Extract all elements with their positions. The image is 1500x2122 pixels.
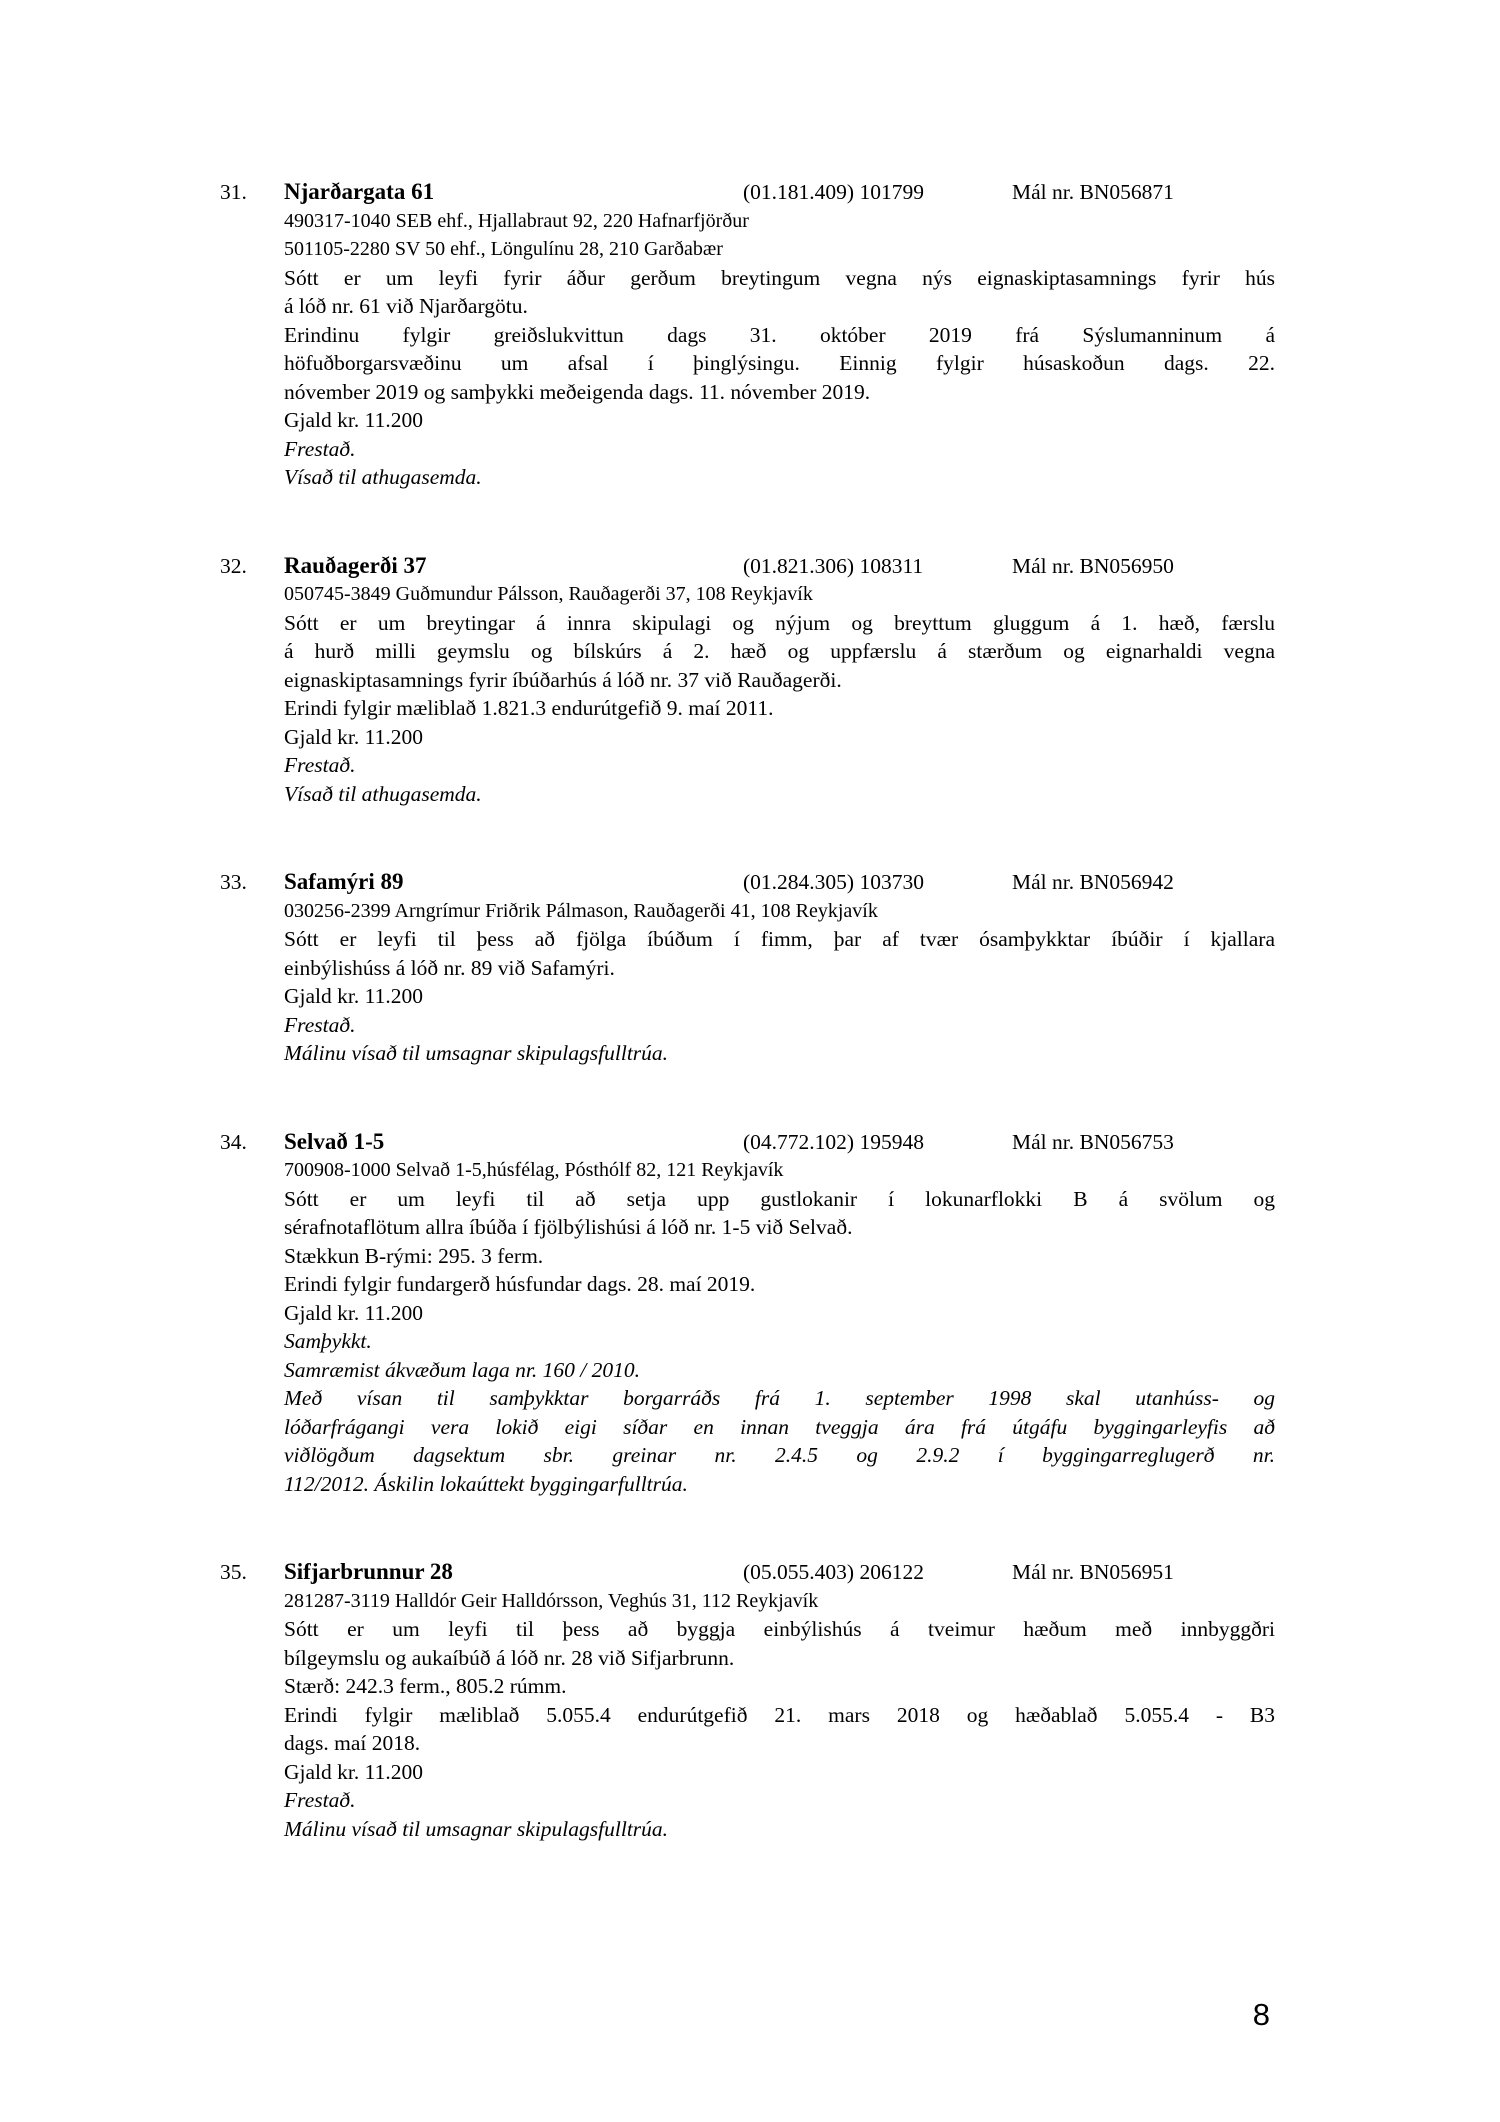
body-line: Sótt er um breytingar á innra skipulagi og nýjum og breyttum gluggum á 1. hæð, færslu [284, 610, 1275, 635]
body-line: nóvember 2019 og samþykki meðeigenda dags. 11. nóvember 2019. [284, 379, 871, 404]
body-line: Erindi fylgir fundargerð húsfundar dags. 28. maí 2019. [284, 1272, 756, 1296]
item-title: Sifjarbrunnur 28 [284, 1559, 453, 1584]
decision-line: Vísað til athugasemda. [284, 465, 482, 489]
item-header [0, 1558, 1500, 1587]
agenda-item-33 [0, 868, 1500, 1068]
body-line: Erindinu fylgir greiðslukvittun dags 31. október 2019 frá Sýslumanninum á [284, 322, 1275, 347]
decision-line: Frestað. [284, 753, 356, 777]
decision-line: Með vísan til samþykktar borgarráðs frá 1. september 1998 skal utanhúss- og [284, 1386, 1275, 1410]
decision-line: Samþykkt. [284, 1329, 372, 1353]
decision-line: Vísað til athugasemda. [284, 781, 482, 806]
fee-line: Gjald kr. 11.200 [284, 408, 423, 432]
fee-line: Gjald kr. 11.200 [284, 1759, 423, 1784]
decision-line: 112/2012. Áskilin lokaúttekt byggingarfulltrúa. [284, 1471, 688, 1496]
decision-line: lóðarfrágangi vera lokið eigi síðar en innan tveggja ára frá útgáfu byggingarleyfis að [284, 1414, 1275, 1439]
body-line: bílgeymslu og aukaíbúð á lóð nr. 28 við Sifjarbrunn. [284, 1645, 735, 1670]
body-line: Sótt er leyfi til þess að fjölga íbúðum í fimm, þar af tvær ósamþykktar íbúðir í kjallara [284, 927, 1275, 951]
owner-line: 281287-3119 Halldór Geir Halldórsson, Veghús 31, 112 Reykjavík [284, 1589, 819, 1612]
body-line: á lóð nr. 61 við Njarðargötu. [284, 294, 528, 318]
item-title: Selvað 1-5 [284, 1128, 385, 1154]
item-parcel-number: (05.055.403) 206122 [743, 1560, 924, 1584]
item-number: 32. [220, 553, 247, 578]
owner-line: 490317-1040 SEB ehf., Hjallabraut 92, 220 Hafnarfjörður [284, 209, 749, 232]
item-number: 31. [220, 180, 247, 204]
owner-line: 700908-1000 Selvað 1-5,húsfélag, Pósthólf 82, 121 Reykjavík [284, 1159, 784, 1181]
item-case-number: Mál nr. BN056942 [1012, 870, 1174, 894]
item-parcel-number: (01.181.409) 101799 [743, 180, 924, 204]
body-line: Stærð: 242.3 ferm., 805.2 rúmm. [284, 1674, 567, 1698]
item-parcel-number: (01.284.305) 103730 [743, 870, 924, 894]
decision-line: Málinu vísað til umsagnar skipulagsfulltrúa. [284, 1816, 669, 1841]
body-line: eignaskiptasamnings fyrir íbúðarhús á lóð nr. 37 við Rauðagerði. [284, 667, 842, 692]
agenda-item-31 [0, 178, 1500, 492]
agenda-item-35 [0, 1558, 1500, 1843]
item-header [0, 552, 1500, 581]
body-line: höfuðborgarsvæðinu um afsal í þinglýsingu. Einnig fylgir húsaskoðun dags. 22. [284, 351, 1275, 375]
fee-line: Gjald kr. 11.200 [284, 984, 423, 1008]
decision-line: Samræmist ákvæðum laga nr. 160 / 2010. [284, 1357, 640, 1382]
decision-line: Frestað. [284, 1012, 356, 1037]
owner-line: 030256-2399 Arngrímur Friðrik Pálmason, Rauðagerði 41, 108 Reykjavík [284, 899, 878, 922]
item-title: Rauðagerði 37 [284, 552, 427, 578]
item-number: 33. [220, 870, 247, 894]
item-case-number: Mál nr. BN056871 [1012, 180, 1174, 204]
owner-line: 050745-3849 Guðmundur Pálsson, Rauðagerði 37, 108 Reykjavík [284, 583, 813, 605]
decision-line: Málinu vísað til umsagnar skipulagsfulltrúa. [284, 1041, 669, 1065]
agenda-item-34 [0, 1128, 1500, 1499]
body-line: Stækkun B-rými: 295. 3 ferm. [284, 1243, 544, 1268]
body-line: Sótt er um leyfi til þess að byggja einbýlishús á tveimur hæðum með innbyggðri [284, 1617, 1275, 1641]
page-number: 8 [1252, 1997, 1270, 2032]
item-case-number: Mál nr. BN056950 [1012, 553, 1174, 578]
body-line: sérafnotaflötum allra íbúða í fjölbýlishúsi á lóð nr. 1-5 við Selvað. [284, 1215, 853, 1239]
item-case-number: Mál nr. BN056753 [1012, 1129, 1174, 1154]
body-line: Sótt er um leyfi fyrir áður gerðum breytingum vegna nýs eignaskiptasamnings fyrir hús [284, 265, 1275, 290]
body-line: Sótt er um leyfi til að setja upp gustlokanir í lokunarflokki B á svölum og [284, 1186, 1275, 1211]
body-line: Erindi fylgir mæliblað 1.821.3 endurútgefið 9. maí 2011. [284, 696, 774, 720]
body-line: dags. maí 2018. [284, 1731, 421, 1755]
body-line: einbýlishúss á lóð nr. 89 við Safamýri. [284, 955, 615, 980]
body-line: á hurð milli geymslu og bílskúrs á 2. hæð og uppfærslu á stærðum og eignarhaldi vegna [284, 639, 1275, 663]
agenda-item-32 [0, 552, 1500, 809]
body-line: Erindi fylgir mæliblað 5.055.4 endurútgefið 21. mars 2018 og hæðablað 5.055.4 - B3 [284, 1702, 1275, 1727]
decision-line: Frestað. [284, 1788, 356, 1812]
item-title: Safamýri 89 [284, 869, 404, 894]
decision-line: Frestað. [284, 436, 356, 461]
item-header [0, 178, 1500, 207]
item-parcel-number: (01.821.306) 108311 [743, 553, 924, 578]
agenda-items-list [0, 178, 1500, 1903]
item-header [0, 868, 1500, 897]
decision-line: viðlögðum dagsektum sbr. greinar nr. 2.4.5 og 2.9.2 í byggingarreglugerð nr. [284, 1443, 1275, 1467]
item-title: Njarðargata 61 [284, 179, 435, 204]
fee-line: Gjald kr. 11.200 [284, 1300, 423, 1325]
item-case-number: Mál nr. BN056951 [1012, 1560, 1174, 1584]
item-number: 34. [220, 1129, 247, 1154]
item-number: 35. [220, 1560, 247, 1584]
owner-line: 501105-2280 SV 50 ehf., Löngulínu 28, 210 Garðabær [284, 238, 723, 260]
fee-line: Gjald kr. 11.200 [284, 724, 423, 749]
item-parcel-number: (04.772.102) 195948 [743, 1129, 924, 1154]
item-header [0, 1128, 1500, 1157]
